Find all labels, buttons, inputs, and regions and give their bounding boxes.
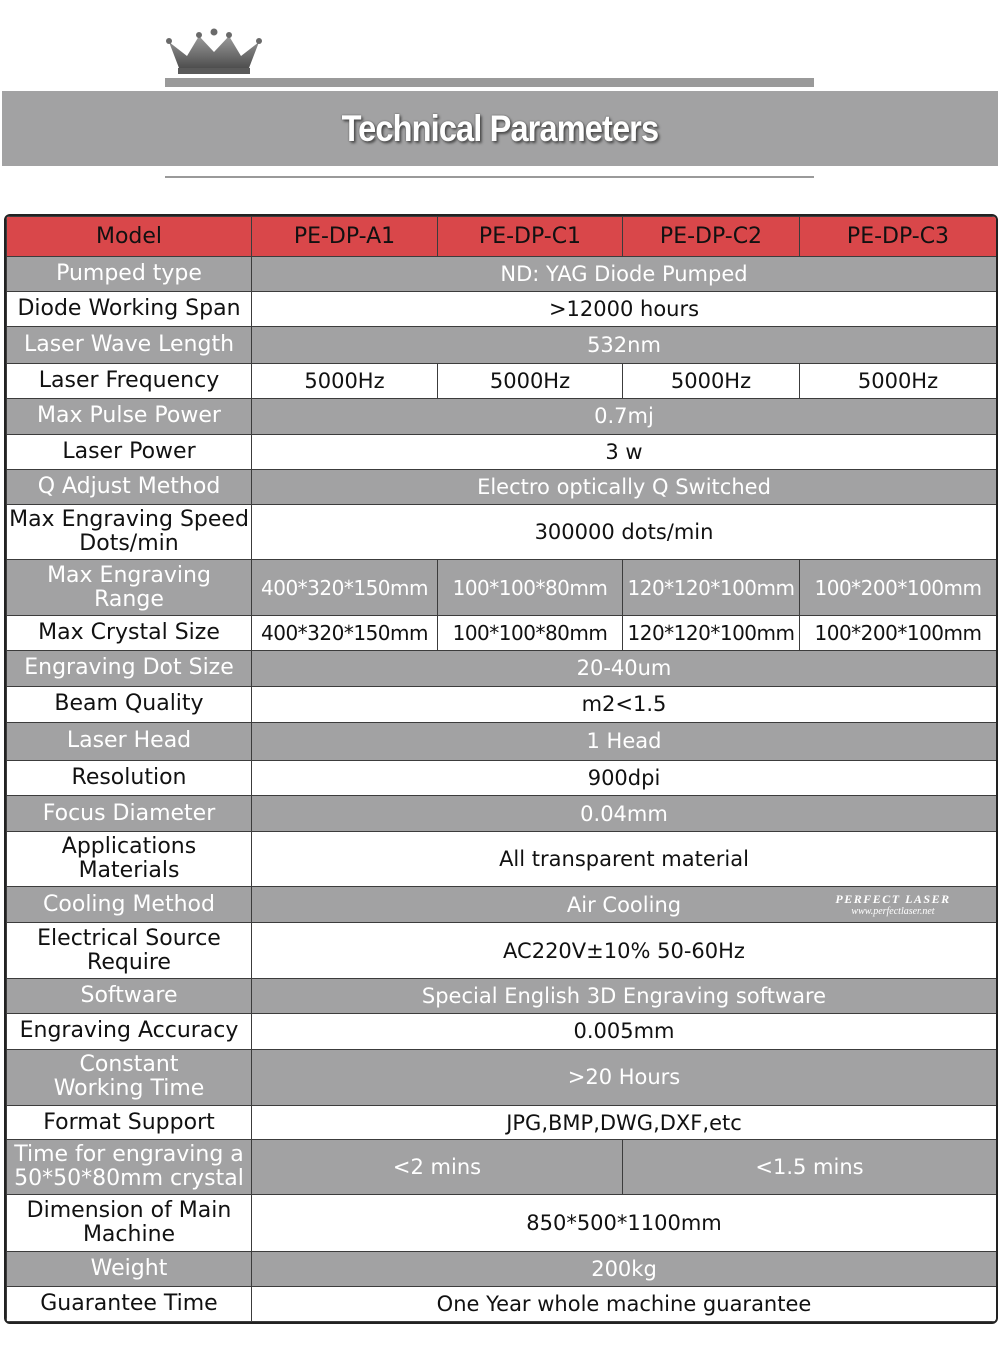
row-value: ND: YAG Diode Pumped bbox=[252, 257, 997, 292]
row-value: 20-40um bbox=[252, 650, 997, 686]
row-value: m2<1.5 bbox=[252, 686, 997, 722]
row-label: Time for engraving a 50*50*80mm crystal bbox=[7, 1140, 252, 1195]
crown-icon bbox=[165, 28, 263, 76]
table-row bbox=[7, 1013, 997, 1049]
row-value: 400*320*150mm bbox=[252, 616, 438, 650]
top-divider bbox=[165, 78, 814, 87]
table-row bbox=[7, 760, 997, 795]
brand-url: www.perfectlaser.net bbox=[851, 906, 935, 917]
row-value: >20 Hours bbox=[252, 1049, 997, 1105]
row-label: Beam Quality bbox=[7, 686, 252, 722]
row-label: Max Pulse Power bbox=[7, 398, 252, 434]
row-value: 120*120*100mm bbox=[623, 560, 800, 616]
table-row bbox=[7, 832, 997, 887]
row-value: >12000 hours bbox=[252, 292, 997, 327]
table-row bbox=[7, 923, 997, 978]
table-row bbox=[7, 616, 997, 650]
title-banner bbox=[2, 91, 998, 166]
row-label: Software bbox=[7, 978, 252, 1013]
table-row bbox=[7, 1049, 997, 1105]
row-value: 5000Hz bbox=[623, 363, 800, 398]
bottom-divider bbox=[165, 176, 814, 178]
row-value: 100*100*80mm bbox=[438, 616, 623, 650]
table-row bbox=[7, 398, 997, 434]
row-value: 5000Hz bbox=[252, 363, 438, 398]
row-label: Laser Head bbox=[7, 722, 252, 760]
row-label: Max Engraving Speed Dots/min bbox=[7, 505, 252, 560]
row-value: 5000Hz bbox=[800, 363, 997, 398]
row-value: 850*500*1100mm bbox=[252, 1195, 997, 1251]
row-value: 100*200*100mm bbox=[800, 616, 997, 650]
row-value: 120*120*100mm bbox=[623, 616, 800, 650]
row-label: Dimension of Main Machine bbox=[7, 1195, 252, 1251]
row-label: Pumped type bbox=[7, 257, 252, 292]
row-value: 0.005mm bbox=[252, 1013, 997, 1049]
row-label: Laser Wave Length bbox=[7, 327, 252, 363]
row-value: All transparent material bbox=[252, 832, 997, 887]
table-row bbox=[7, 978, 997, 1013]
page-title: Technical Parameters bbox=[341, 107, 659, 149]
table-row bbox=[7, 722, 997, 760]
row-value: 3 w bbox=[252, 434, 997, 469]
table-row bbox=[7, 292, 997, 327]
table-row bbox=[7, 257, 997, 292]
table-row bbox=[7, 650, 997, 686]
row-label: Cooling Method bbox=[7, 887, 252, 923]
table-row bbox=[7, 1251, 997, 1286]
parameters-table bbox=[6, 216, 997, 1322]
table-row bbox=[7, 1140, 997, 1195]
row-value: 100*100*80mm bbox=[438, 560, 623, 616]
table-row bbox=[7, 686, 997, 722]
table-header-row bbox=[7, 217, 997, 257]
table-row bbox=[7, 1106, 997, 1140]
table-row bbox=[7, 1286, 997, 1321]
header-model-a1: PE-DP-A1 bbox=[252, 217, 438, 257]
row-value: 1 Head bbox=[252, 722, 997, 760]
row-label: Max Engraving Range bbox=[7, 560, 252, 616]
row-value: <1.5 mins bbox=[623, 1140, 997, 1195]
brand-name: PERFECT LASER bbox=[835, 892, 951, 906]
row-value: Special English 3D Engraving software bbox=[252, 978, 997, 1013]
row-value: 100*200*100mm bbox=[800, 560, 997, 616]
row-value: 400*320*150mm bbox=[252, 560, 438, 616]
row-label: Guarantee Time bbox=[7, 1286, 252, 1321]
row-value: 900dpi bbox=[252, 760, 997, 795]
row-value: Electro optically Q Switched bbox=[252, 469, 997, 504]
row-label: Engraving Dot Size bbox=[7, 650, 252, 686]
row-label: Electrical Source Require bbox=[7, 923, 252, 978]
row-label: Diode Working Span bbox=[7, 292, 252, 327]
row-label: Max Crystal Size bbox=[7, 616, 252, 650]
row-value: AC220V±10% 50-60Hz bbox=[252, 923, 997, 978]
row-value: Air Cooling bbox=[252, 887, 997, 923]
row-label: Constant Working Time bbox=[7, 1049, 252, 1105]
row-label: Focus Diameter bbox=[7, 796, 252, 832]
row-value: JPG,BMP,DWG,DXF,etc bbox=[252, 1106, 997, 1140]
row-label: Q Adjust Method bbox=[7, 469, 252, 504]
row-value: 0.04mm bbox=[252, 796, 997, 832]
row-label: Format Support bbox=[7, 1106, 252, 1140]
row-value: One Year whole machine guarantee bbox=[252, 1286, 997, 1321]
table-row bbox=[7, 796, 997, 832]
table-row bbox=[7, 560, 997, 616]
table-row bbox=[7, 434, 997, 469]
table-row bbox=[7, 505, 997, 560]
row-label: Laser Frequency bbox=[7, 363, 252, 398]
row-label: Applications Materials bbox=[7, 832, 252, 887]
row-value: 5000Hz bbox=[438, 363, 623, 398]
row-label: Weight bbox=[7, 1251, 252, 1286]
parameters-table-frame bbox=[4, 214, 998, 1324]
row-value: 200kg bbox=[252, 1251, 997, 1286]
row-label: Engraving Accuracy bbox=[7, 1013, 252, 1049]
table-row bbox=[7, 363, 997, 398]
header-model-c2: PE-DP-C2 bbox=[623, 217, 800, 257]
table-row bbox=[7, 469, 997, 504]
row-value: 0.7mj bbox=[252, 398, 997, 434]
row-value: 300000 dots/min bbox=[252, 505, 997, 560]
row-value: <2 mins bbox=[252, 1140, 623, 1195]
row-label: Resolution bbox=[7, 760, 252, 795]
header-model-c1: PE-DP-C1 bbox=[438, 217, 623, 257]
table-row bbox=[7, 327, 997, 363]
table-row bbox=[7, 1195, 997, 1251]
row-value: 532nm bbox=[252, 327, 997, 363]
row-label: Laser Power bbox=[7, 434, 252, 469]
header-model-c3: PE-DP-C3 bbox=[800, 217, 997, 257]
header-model-label: Model bbox=[7, 217, 252, 257]
brand-logo bbox=[828, 893, 958, 919]
